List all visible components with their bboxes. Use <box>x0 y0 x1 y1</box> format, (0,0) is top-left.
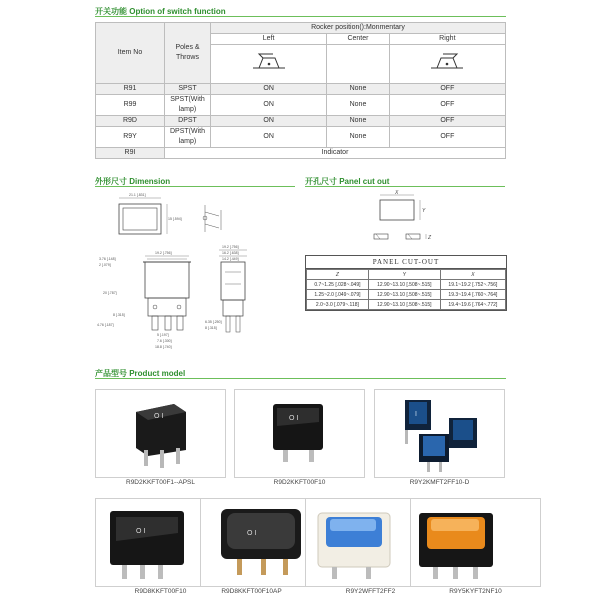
table-row: R91 SPST ON None OFF <box>96 84 506 95</box>
product-photo-1 <box>95 389 226 478</box>
dim-label-z: Z <box>428 235 432 241</box>
rocker-switch-image <box>375 390 504 477</box>
rocker-switch-image <box>411 499 540 586</box>
rocker-switch-image <box>235 390 364 477</box>
dim-left-c: 20 [.787] <box>103 291 117 295</box>
col-header-rocker: Rocker position():Monmentary <box>211 23 506 34</box>
rocker-left-icon <box>211 45 327 84</box>
table-row: 2.0~3.0 [.079~.118] 12.90~13.10 [.508~.515] 19.4~19.6 [.764~.772] <box>307 300 506 310</box>
dim-bottom-b: 8 [.315] <box>113 313 125 317</box>
dim-label-x: X <box>395 190 399 196</box>
product-symbols: O I <box>136 528 146 535</box>
table-row: R9D DPST ON None OFF <box>96 116 506 127</box>
dimension-title: 外形尺寸 Dimension <box>95 177 171 186</box>
product-photo-3 <box>374 389 505 478</box>
section-divider <box>305 186 505 187</box>
dim-label-y: Y <box>422 208 426 214</box>
product-symbols: O I <box>154 413 164 420</box>
dimension-drawing <box>95 190 300 350</box>
dim-bottom-e: 18.8 [.740] <box>155 345 172 349</box>
table-row: R99 SPST(With lamp) ON None OFF <box>96 95 506 116</box>
dim-width-a: 19.2 [.756] <box>155 251 172 255</box>
col-header-poles: Poles & Throws <box>165 23 211 84</box>
panel-table-header: PANEL CUT-OUT <box>306 256 506 269</box>
product-caption: R9D8KKFT00F10AP <box>221 588 282 595</box>
dim-bottom-a: 4.76 [.187] <box>97 323 114 327</box>
dim-bottom-d: 7.6 [.300] <box>157 339 172 343</box>
dim-bottom-c: 5 [.197] <box>157 333 169 337</box>
product-caption: R9D2KKFT00F1--APSL <box>126 479 195 486</box>
product-caption: R9Y2WFFT2FF2 <box>345 588 396 595</box>
table-row: R9Y DPST(With lamp) ON None OFF <box>96 127 506 148</box>
product-model-title: 产品型号 Product model <box>95 369 186 378</box>
table-row: R9I Indicator <box>96 148 506 159</box>
product-caption: R9D8KKFT00F10 <box>134 588 187 595</box>
dim-right-b: 8 [.315] <box>205 326 217 330</box>
dim-top-width: 21.1 [.831] <box>129 193 146 197</box>
switch-function-title: 开关功能 Option of switch function <box>95 7 226 16</box>
product-photo-7 <box>410 498 541 587</box>
panel-cut-out-title: 开孔尺寸 Panel cut out <box>305 177 390 186</box>
dim-left-b: 2 [.079] <box>99 263 111 267</box>
dim-left-a: 3.76 [.148] <box>99 257 116 261</box>
col-header-item: Item No <box>96 23 165 84</box>
col-header-center: Center <box>327 34 389 45</box>
table-row: 1.25~2.0 [.049~.079] 12.90~13.10 [.508~.515] 19.3~19.4 [.760~.764] <box>307 290 506 300</box>
rocker-switch-image <box>96 390 225 477</box>
product-caption: R9Y2KMFT2FF10-D <box>409 479 470 486</box>
section-divider <box>95 16 506 17</box>
rocker-right-icon <box>389 45 505 84</box>
col-header-right: Right <box>389 34 505 45</box>
product-caption: R9D2KKFT00F10 <box>273 479 326 486</box>
section-divider <box>95 378 506 379</box>
dim-width-c: 16.2 [.638] <box>222 251 239 255</box>
col-header-left: Left <box>211 34 327 45</box>
panel-cut-out-table <box>305 255 507 311</box>
product-symbols: O I <box>289 415 299 422</box>
dim-side-a: 14.2 [.449] <box>222 257 239 261</box>
panel-cut-out-drawing <box>360 190 450 250</box>
dim-top-height: 15 [.594] <box>168 217 182 221</box>
product-photo-2 <box>234 389 365 478</box>
product-symbols: O I <box>247 530 257 537</box>
table-row: 0.7~1.25 [.028~.049] 12.90~13.10 [.508~.515] 19.1~19.2 [.752~.756] <box>307 280 506 290</box>
product-symbols: I <box>415 411 417 418</box>
product-caption: R9Y5KYFT2NF10 <box>449 588 502 595</box>
switch-function-table <box>95 22 506 159</box>
table-row: Z Y X <box>307 270 506 280</box>
section-divider <box>95 186 295 187</box>
dim-right-a: 6.35 [.250] <box>205 320 222 324</box>
rocker-center-empty <box>327 45 389 84</box>
dim-width-b: 19.2 [.756] <box>222 245 239 249</box>
